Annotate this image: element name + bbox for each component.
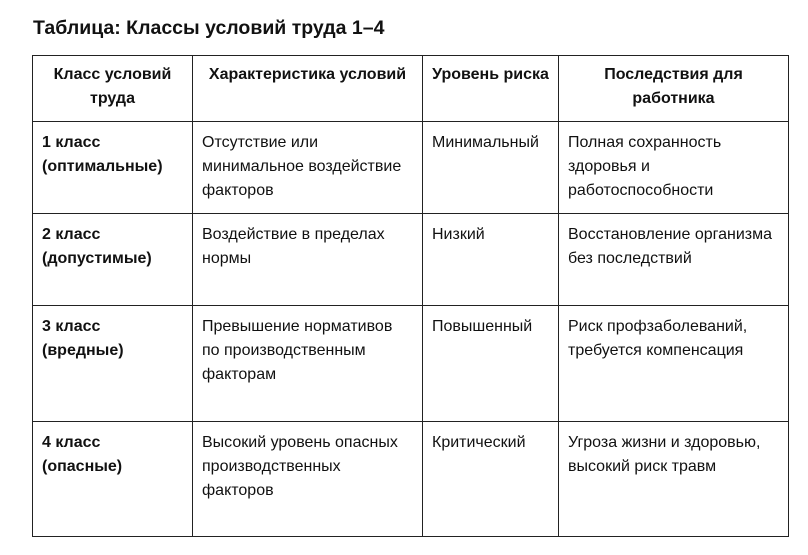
risk-cell: Минимальный [423, 122, 559, 214]
characteristic-cell: Высокий уровень опасных производственных факторов [193, 422, 423, 537]
risk-cell: Повышенный [423, 306, 559, 422]
labor-classes-table [32, 55, 789, 537]
consequences-cell: Риск профзаболеваний, требуется компенсация [559, 306, 789, 422]
table-row [33, 422, 789, 537]
table-header-row [33, 56, 789, 122]
header-risk: Уровень риска [423, 56, 559, 122]
class-cell: 2 класс (допустимые) [33, 214, 193, 306]
class-cell: 1 класс (оптимальные) [33, 122, 193, 214]
header-characteristic: Характеристика условий [193, 56, 423, 122]
table-row [33, 214, 789, 306]
consequences-cell: Угроза жизни и здоровью, высокий риск травм [559, 422, 789, 537]
header-consequences: Последствия для работника [559, 56, 789, 122]
risk-cell: Критический [423, 422, 559, 537]
header-class: Класс условий труда [33, 56, 193, 122]
characteristic-cell: Воздействие в пределах нормы [193, 214, 423, 306]
table-row [33, 122, 789, 214]
class-cell: 4 класс (опасные) [33, 422, 193, 537]
consequences-cell: Восстановление организма без последствий [559, 214, 789, 306]
page-title: Таблица: Классы условий труда 1–4 [33, 17, 385, 39]
table-row [33, 306, 789, 422]
consequences-cell: Полная сохранность здоровья и работоспособности [559, 122, 789, 214]
risk-cell: Низкий [423, 214, 559, 306]
class-cell: 3 класс (вредные) [33, 306, 193, 422]
characteristic-cell: Отсутствие или минимальное воздействие факторов [193, 122, 423, 214]
characteristic-cell: Превышение нормативов по производственным факторам [193, 306, 423, 422]
